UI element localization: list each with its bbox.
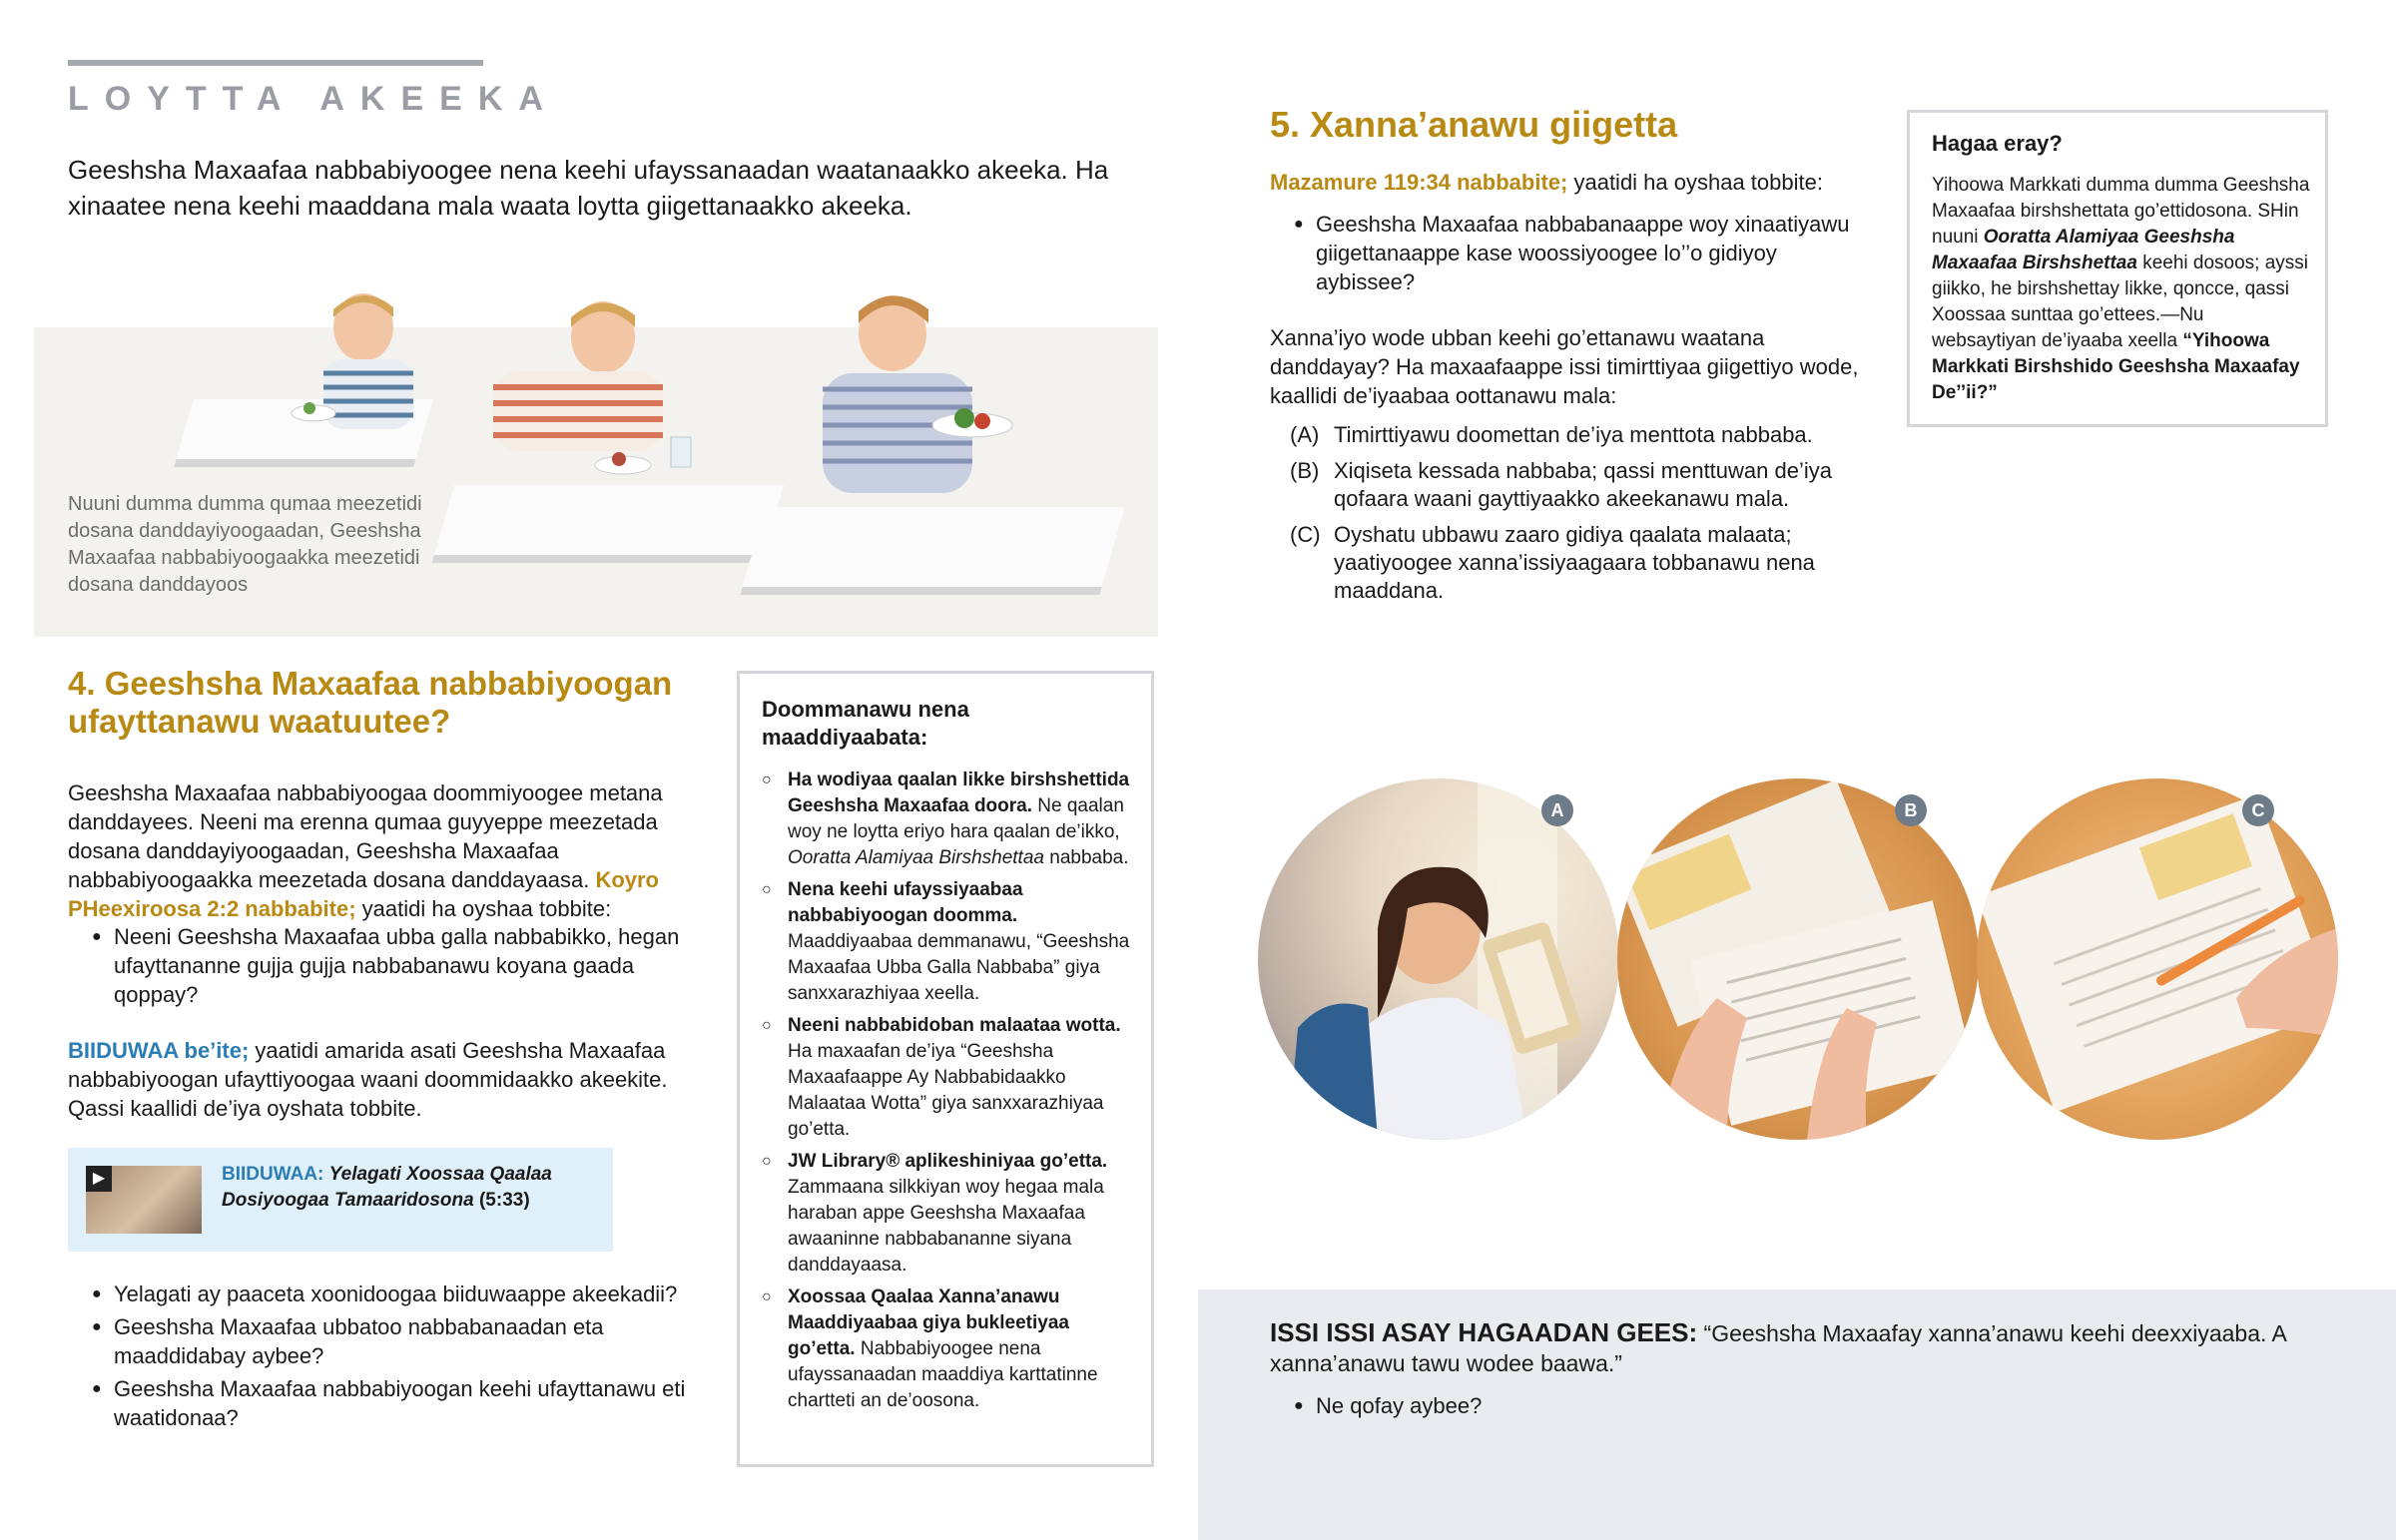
- study-options-list: [1290, 421, 1869, 613]
- tip-heading: Nena keehi ufayssiyaabaa nabbabiyoogan doomma.: [788, 879, 1023, 926]
- play-icon[interactable]: ▶: [86, 1166, 112, 1192]
- open-books-illustration: [1617, 778, 1979, 1140]
- tip-heading: Neeni nabbabidoban malaataa wotta.: [788, 1015, 1121, 1036]
- video-card[interactable]: [68, 1148, 613, 1252]
- option-b-badge: B: [1895, 794, 1927, 826]
- video-card-text: [222, 1162, 601, 1214]
- option-text: Timirttiyawu doomettan de’iya menttota nabbaba.: [1334, 422, 1813, 447]
- did-you-know-box: [1907, 110, 2328, 427]
- intro-paragraph: Geeshsha Maxaafaa nabbabiyoogee nena keehi ufayssanaadan waatanaakko akeeka. Ha xinaatee nena keehi maaddana mala waata loytta giigettanaakko akeeka.: [68, 155, 1109, 221]
- tips-list: [762, 768, 1131, 1420]
- option-a-badge: A: [1541, 794, 1573, 826]
- section-4-question-list: [68, 922, 707, 1013]
- scripture-reference-link[interactable]: Mazamure 119:34 nabbabite;: [1270, 170, 1568, 195]
- tip-heading: Xoossaa Qaalaa Xanna’anawu Maaddiyaabaa giya bukleetiyaa go’etta.: [788, 1286, 1069, 1359]
- list-item: [762, 1013, 1131, 1143]
- tip-text: Zammaana silkkiyan woy hegaa mala haraban appe Geeshsha Maxaafaa awaaninne nabbabananne siyana danddayaasa.: [788, 1177, 1104, 1276]
- highlighting-book-image: [1977, 778, 2338, 1140]
- video-title: Yelagati Xoossaa Qaalaa Dosiyoogaa Tamaaridosona: [222, 1164, 552, 1211]
- section-4-paragraph-1-tail: yaatidi ha oyshaa tobbite:: [361, 896, 612, 921]
- list-item: ● Neeni Geeshsha Maxaafaa ubba galla nabbabikko, hegan ufayttananne gujja gujja nabbabanawu koyana gaada qoppay?: [68, 922, 707, 1009]
- did-you-know-body: Yihoowa Markkati dumma dumma Geeshsha Maxaafaa birshshettata go’ettidosona. SHin nuuni: [1932, 175, 2310, 248]
- bible-translation-name: Ooratta Alamiyaa Geeshsha Maxaafaa Birshshettaa: [1932, 227, 2235, 273]
- did-you-know-title: Hagaa eray?: [1932, 131, 2063, 156]
- illustration-caption: Nuuni dumma dumma qumaa meezetidi dosana danddayiyoogaadan, Geeshsha Maxaafaa nabbabiyoogaakka meezetidi dosana danddayoos: [68, 493, 422, 596]
- objection-quote: “Geeshsha Maxaafay xanna’anawu keehi deexxiyaaba. A xanna’anawu tawu wodee baawa.”: [1270, 1320, 2286, 1376]
- list-item: ● Yelagati ay paaceta xoonidoogaa biiduwaappe akeekadii?: [68, 1280, 717, 1308]
- table-2: [432, 485, 784, 563]
- option-b: [1290, 457, 1869, 513]
- option-key: (B): [1290, 458, 1320, 483]
- getting-started-tips-box: [737, 671, 1154, 1467]
- video-link[interactable]: BIIDUWAA be’ite;: [68, 1038, 250, 1063]
- tip-italic: Ooratta Alamiyaa Birshshettaa: [788, 847, 1044, 868]
- table-3: [740, 507, 1124, 595]
- scripture-reference-link[interactable]: Koyro PHeexiroosa 2:2 nabbabite;: [68, 867, 659, 921]
- list-item: ● Geeshsha Maxaafaa nabbabiyoogan keehi ufayttanawu eti waatidonaa?: [68, 1374, 717, 1432]
- section-5-reference-tail: yaatidi ha oyshaa tobbite:: [1573, 170, 1823, 195]
- video-duration: (5:33): [478, 1190, 530, 1211]
- tip-text: Nabbabiyoogee nena ufayssanaadan maaddiya karttatinne chartteti an de’oosona.: [788, 1338, 1098, 1411]
- bible-and-book-image: [1617, 778, 1979, 1140]
- page-header-title: LOYTTA AKEEKA: [68, 80, 559, 118]
- tip-tail: nabbaba.: [1043, 847, 1129, 868]
- section-5-title: 5. Xanna’anawu giigetta: [1270, 104, 1678, 145]
- marking-book-illustration: [1977, 778, 2338, 1140]
- objection-question-list: [1270, 1391, 1869, 1424]
- did-you-know-text: [1932, 173, 2311, 406]
- option-key: (C): [1290, 522, 1321, 547]
- eating-illustration: [34, 327, 1158, 637]
- section-4-paragraph-2: [68, 1036, 717, 1123]
- tip-text: Ne qaalan woy ne loytta eriyo hara qaalan de’ikko,: [788, 795, 1124, 842]
- girl-reading-illustration: [1258, 778, 1619, 1140]
- objection-heading: ISSI ISSI ASAY HAGAADAN GEES:: [1270, 1317, 1698, 1347]
- option-key: (A): [1290, 422, 1320, 447]
- header-rule: [68, 60, 483, 66]
- did-you-know-body-2: keehi dosoos; ayssi giikko, he birshshettay likke, qoncce, qassi Xoossaa sunttaa go’ettees.—Nu websaytiyan de’iyaaba xeella: [1932, 253, 2309, 351]
- section-4-paragraph-2-text: yaatidi amarida asati Geeshsha Maxaafaa nabbabiyoogan ufayttiyoogaa waani doommidaakko akeekite. Qassi kaallidi de’iya oyshata tobbite.: [68, 1038, 668, 1121]
- list-item: ● Geeshsha Maxaafaa nabbabanaappe woy xinaatiyawu giigettanaappe kase woossiyoogee lo’’o gidiyoy aybissee?: [1270, 210, 1869, 296]
- section-4-paragraph-1-text: Geeshsha Maxaafaa nabbabiyoogaa doommiyoogee metana danddayees. Neeni ma erenna qumaa guyyeppe meezetada dosana danddayiyoogaadan, Geeshsha Maxaafaa nabbabiyoogaakka meezetada dosana danddayaasa.: [68, 780, 663, 892]
- section-4-title: 4. Geeshsha Maxaafaa nabbabiyoogan ufayttanawu waatuutee?: [68, 665, 673, 740]
- tip-heading: JW Library® aplikeshiniyaa go’etta.: [788, 1151, 1108, 1172]
- website-article-link[interactable]: “Yihoowa Markkati Birshshido Geeshsha Maxaafay De’’ii?”: [1932, 330, 2300, 403]
- tip-text: Maaddiyaabaa demmanawu, “Geeshsha Maxaafaa Ubba Galla Nabbaba” giya sanxxarazhiyaa xeella.: [788, 931, 1130, 1004]
- option-text: Xiqiseta kessada nabbaba; qassi menttuwan de’iya qofaara waani gayttiyaakko akeekanawu mala.: [1334, 458, 1832, 511]
- option-text: Oyshatu ubbawu zaaro gidiya qaalata malaata; yaatiyoogee xanna’issiyaagaara tobbanawu nena maaddana.: [1334, 522, 1815, 603]
- section-5-paragraph: Xanna’iyo wode ubban keehi go’ettanawu waatana danddayay? Ha maxaafaappe issi timirttiyaa giigettiyo wode, kaallidi de’iyaabaa oottanawu mala:: [1270, 325, 1859, 408]
- girl-reading-phone-image: [1258, 778, 1619, 1140]
- option-c-badge: C: [2242, 794, 2274, 826]
- objection-statement: [1270, 1317, 2288, 1378]
- tip-text: Ha maxaafan de’iya “Geeshsha Maxaafaappe Ay Nabbabidaakko Malaataa Wotta” giya sanxxarazhiyaa go’etta.: [788, 1041, 1104, 1140]
- video-label: BIIDUWAA:: [222, 1164, 324, 1185]
- list-item: ● Ne qofay aybee?: [1270, 1391, 1869, 1420]
- tips-box-title: Doommanawu nena maaddiyaabata:: [762, 697, 969, 750]
- list-item: [762, 768, 1131, 871]
- option-c: [1290, 521, 1869, 605]
- video-thumbnail[interactable]: [86, 1166, 202, 1234]
- list-item: [762, 1284, 1131, 1414]
- section-4-video-question-list: [68, 1280, 717, 1436]
- list-item: [762, 1149, 1131, 1279]
- boy-reluctant-image: [254, 287, 453, 437]
- section-5-question-list: [1270, 210, 1869, 300]
- list-item: ● Geeshsha Maxaafaa ubbatoo nabbabanaadan eta maaddidabay aybee?: [68, 1312, 717, 1370]
- boy-surprised-image: [453, 287, 693, 487]
- section-5-reference-line: [1270, 168, 1889, 197]
- tip-heading: Ha wodiyaa qaalan likke birshshettida Geeshsha Maxaafaa doora.: [788, 770, 1130, 816]
- boy-happy-image: [773, 277, 1032, 497]
- option-a: [1290, 421, 1869, 449]
- list-item: [762, 877, 1131, 1007]
- section-4-paragraph-1: [68, 778, 707, 923]
